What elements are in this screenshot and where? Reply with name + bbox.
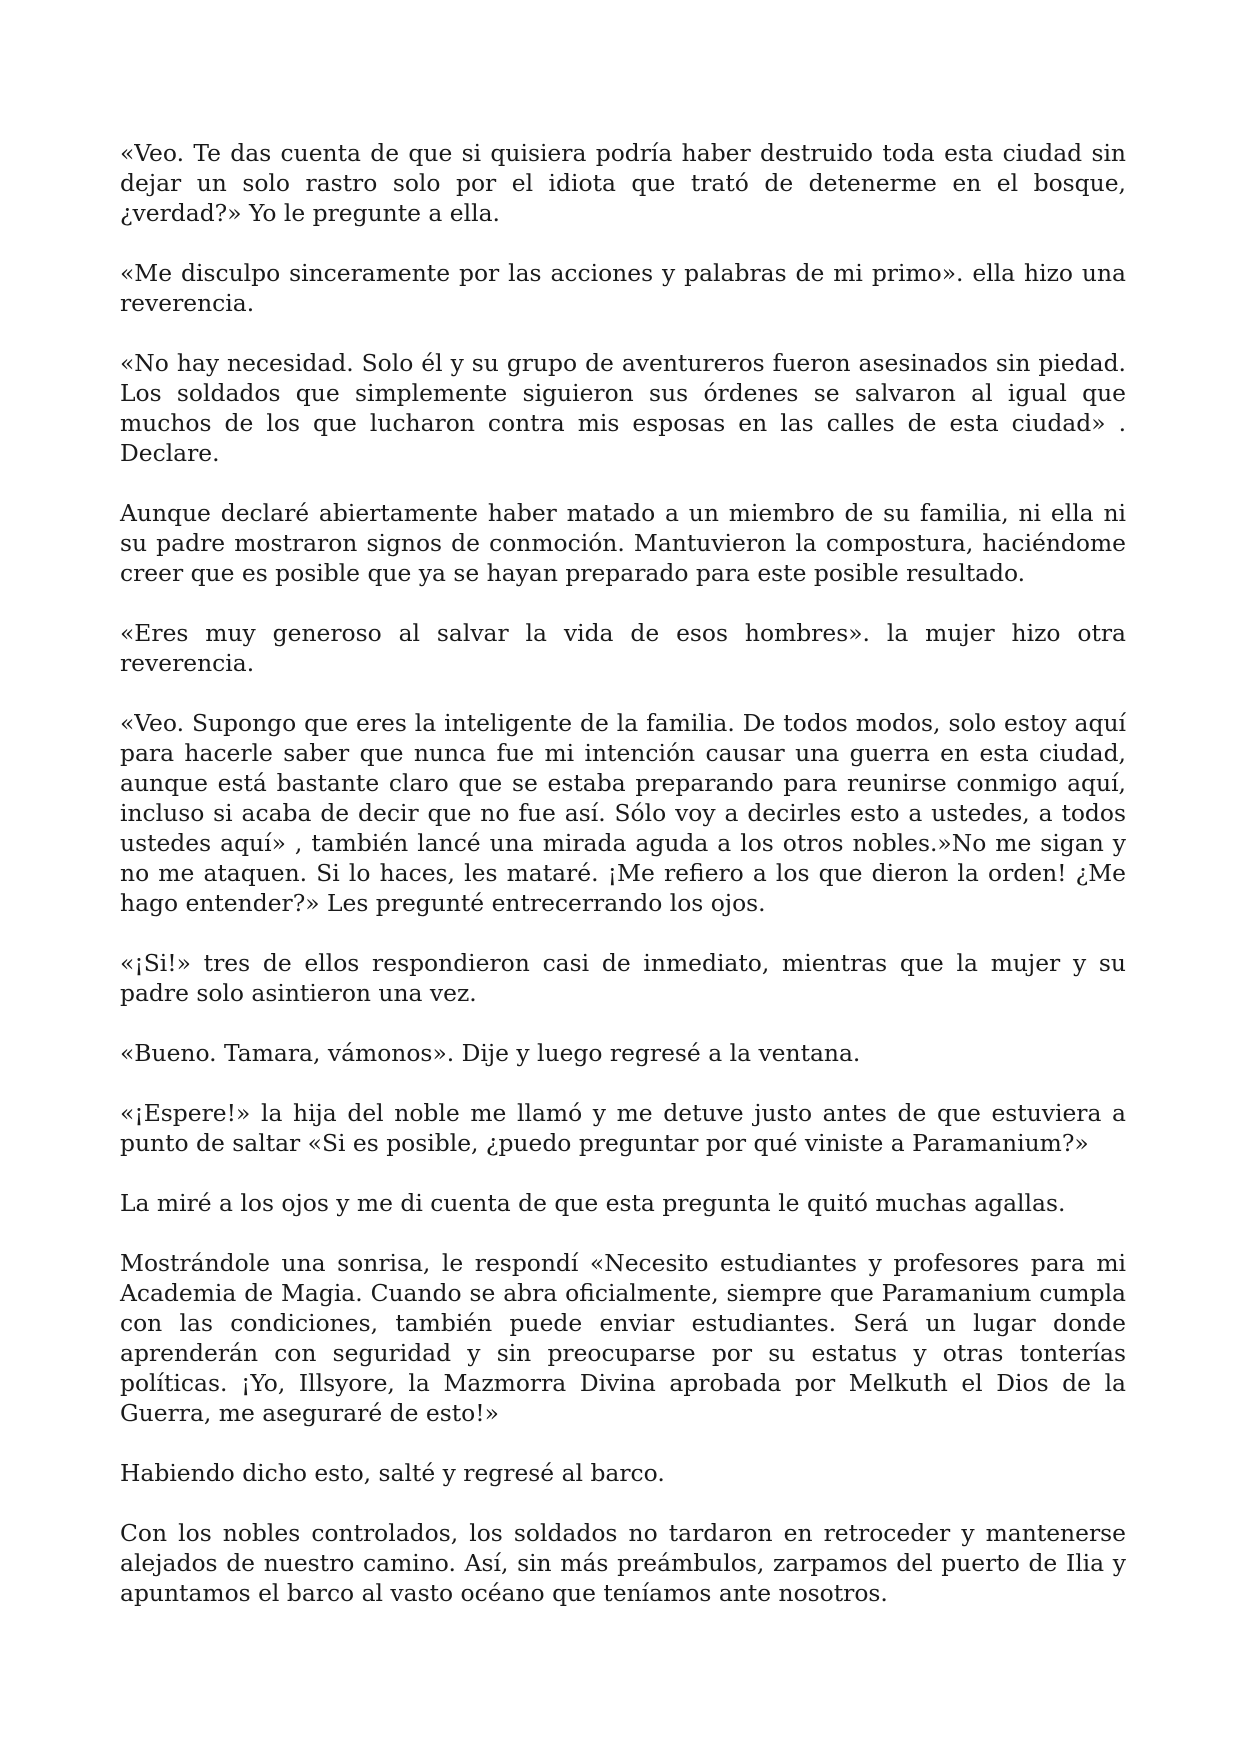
paragraph: Habiendo dicho esto, salté y regresé al barco.: [120, 1459, 665, 1487]
paragraph: «Veo. Te das cuenta de que si quisiera podría haber destruido toda esta ciudad sin dejar un solo rastro solo por el idiota que trató de detenerme en el bosque, ¿verdad?» Yo le pregunte a ella.: [120, 139, 1126, 227]
paragraph: «Me disculpo sinceramente por las acciones y palabras de mi primo». ella hizo una reverencia.: [120, 259, 1126, 317]
paragraph: «¡Espere!» la hija del noble me llamó y me detuve justo antes de que estuviera a punto de saltar «Si es posible, ¿puedo preguntar por qué viniste a Paramanium?»: [120, 1099, 1126, 1157]
paragraph: Mostrándole una sonrisa, le respondí «Necesito estudiantes y profesores para mi Academia de Magia. Cuando se abra oficialmente, siempre que Paramanium cumpla con las condiciones, también puede enviar estudiantes. Será un lugar donde aprenderán con seguridad y sin preocuparse por su estatus y otras tonterías políticas. ¡Yo, Illsyore, la Mazmorra Divina aprobada por Melkuth el Dios de la Guerra, me aseguraré de esto!»: [120, 1249, 1126, 1427]
paragraph: «Bueno. Tamara, vámonos». Dije y luego regresé a la ventana.: [120, 1039, 861, 1067]
paragraph: «¡Si!» tres de ellos respondieron casi de inmediato, mientras que la mujer y su padre solo asintieron una vez.: [120, 949, 1126, 1007]
document-body: [120, 138, 1126, 1608]
paragraph: Con los nobles controlados, los soldados no tardaron en retroceder y mantenerse alejados de nuestro camino. Así, sin más preámbulos, zarpamos del puerto de Ilia y apuntamos el barco al vasto océano que teníamos ante nosotros.: [120, 1519, 1126, 1607]
paragraph: Aunque declaré abiertamente haber matado a un miembro de su familia, ni ella ni su padre mostraron signos de conmoción. Mantuvieron la compostura, haciéndome creer que es posible que ya se hayan preparado para este posible resultado.: [120, 499, 1126, 587]
paragraph: «No hay necesidad. Solo él y su grupo de aventureros fueron asesinados sin piedad. Los soldados que simplemente siguieron sus órdenes se salvaron al igual que muchos de los que lucharon contra mis esposas en las calles de esta ciudad» . Declare.: [120, 349, 1126, 467]
paragraph: La miré a los ojos y me di cuenta de que esta pregunta le quitó muchas agallas.: [120, 1189, 1066, 1217]
paragraph: «Veo. Supongo que eres la inteligente de la familia. De todos modos, solo estoy aquí para hacerle saber que nunca fue mi intención causar una guerra en esta ciudad, aunque está bastante claro que se estaba preparando para reunirse conmigo aquí, incluso si acaba de decir que no fue así. Sólo voy a decirles esto a ustedes, a todos ustedes aquí» , también lancé una mirada aguda a los otros nobles.»No me sigan y no me ataquen. Si lo haces, les mataré. ¡Me refiero a los que dieron la orden! ¿Me hago entender?» Les pregunté entrecerrando los ojos.: [120, 709, 1126, 917]
paragraph: «Eres muy generoso al salvar la vida de esos hombres». la mujer hizo otra reverencia.: [120, 619, 1126, 677]
